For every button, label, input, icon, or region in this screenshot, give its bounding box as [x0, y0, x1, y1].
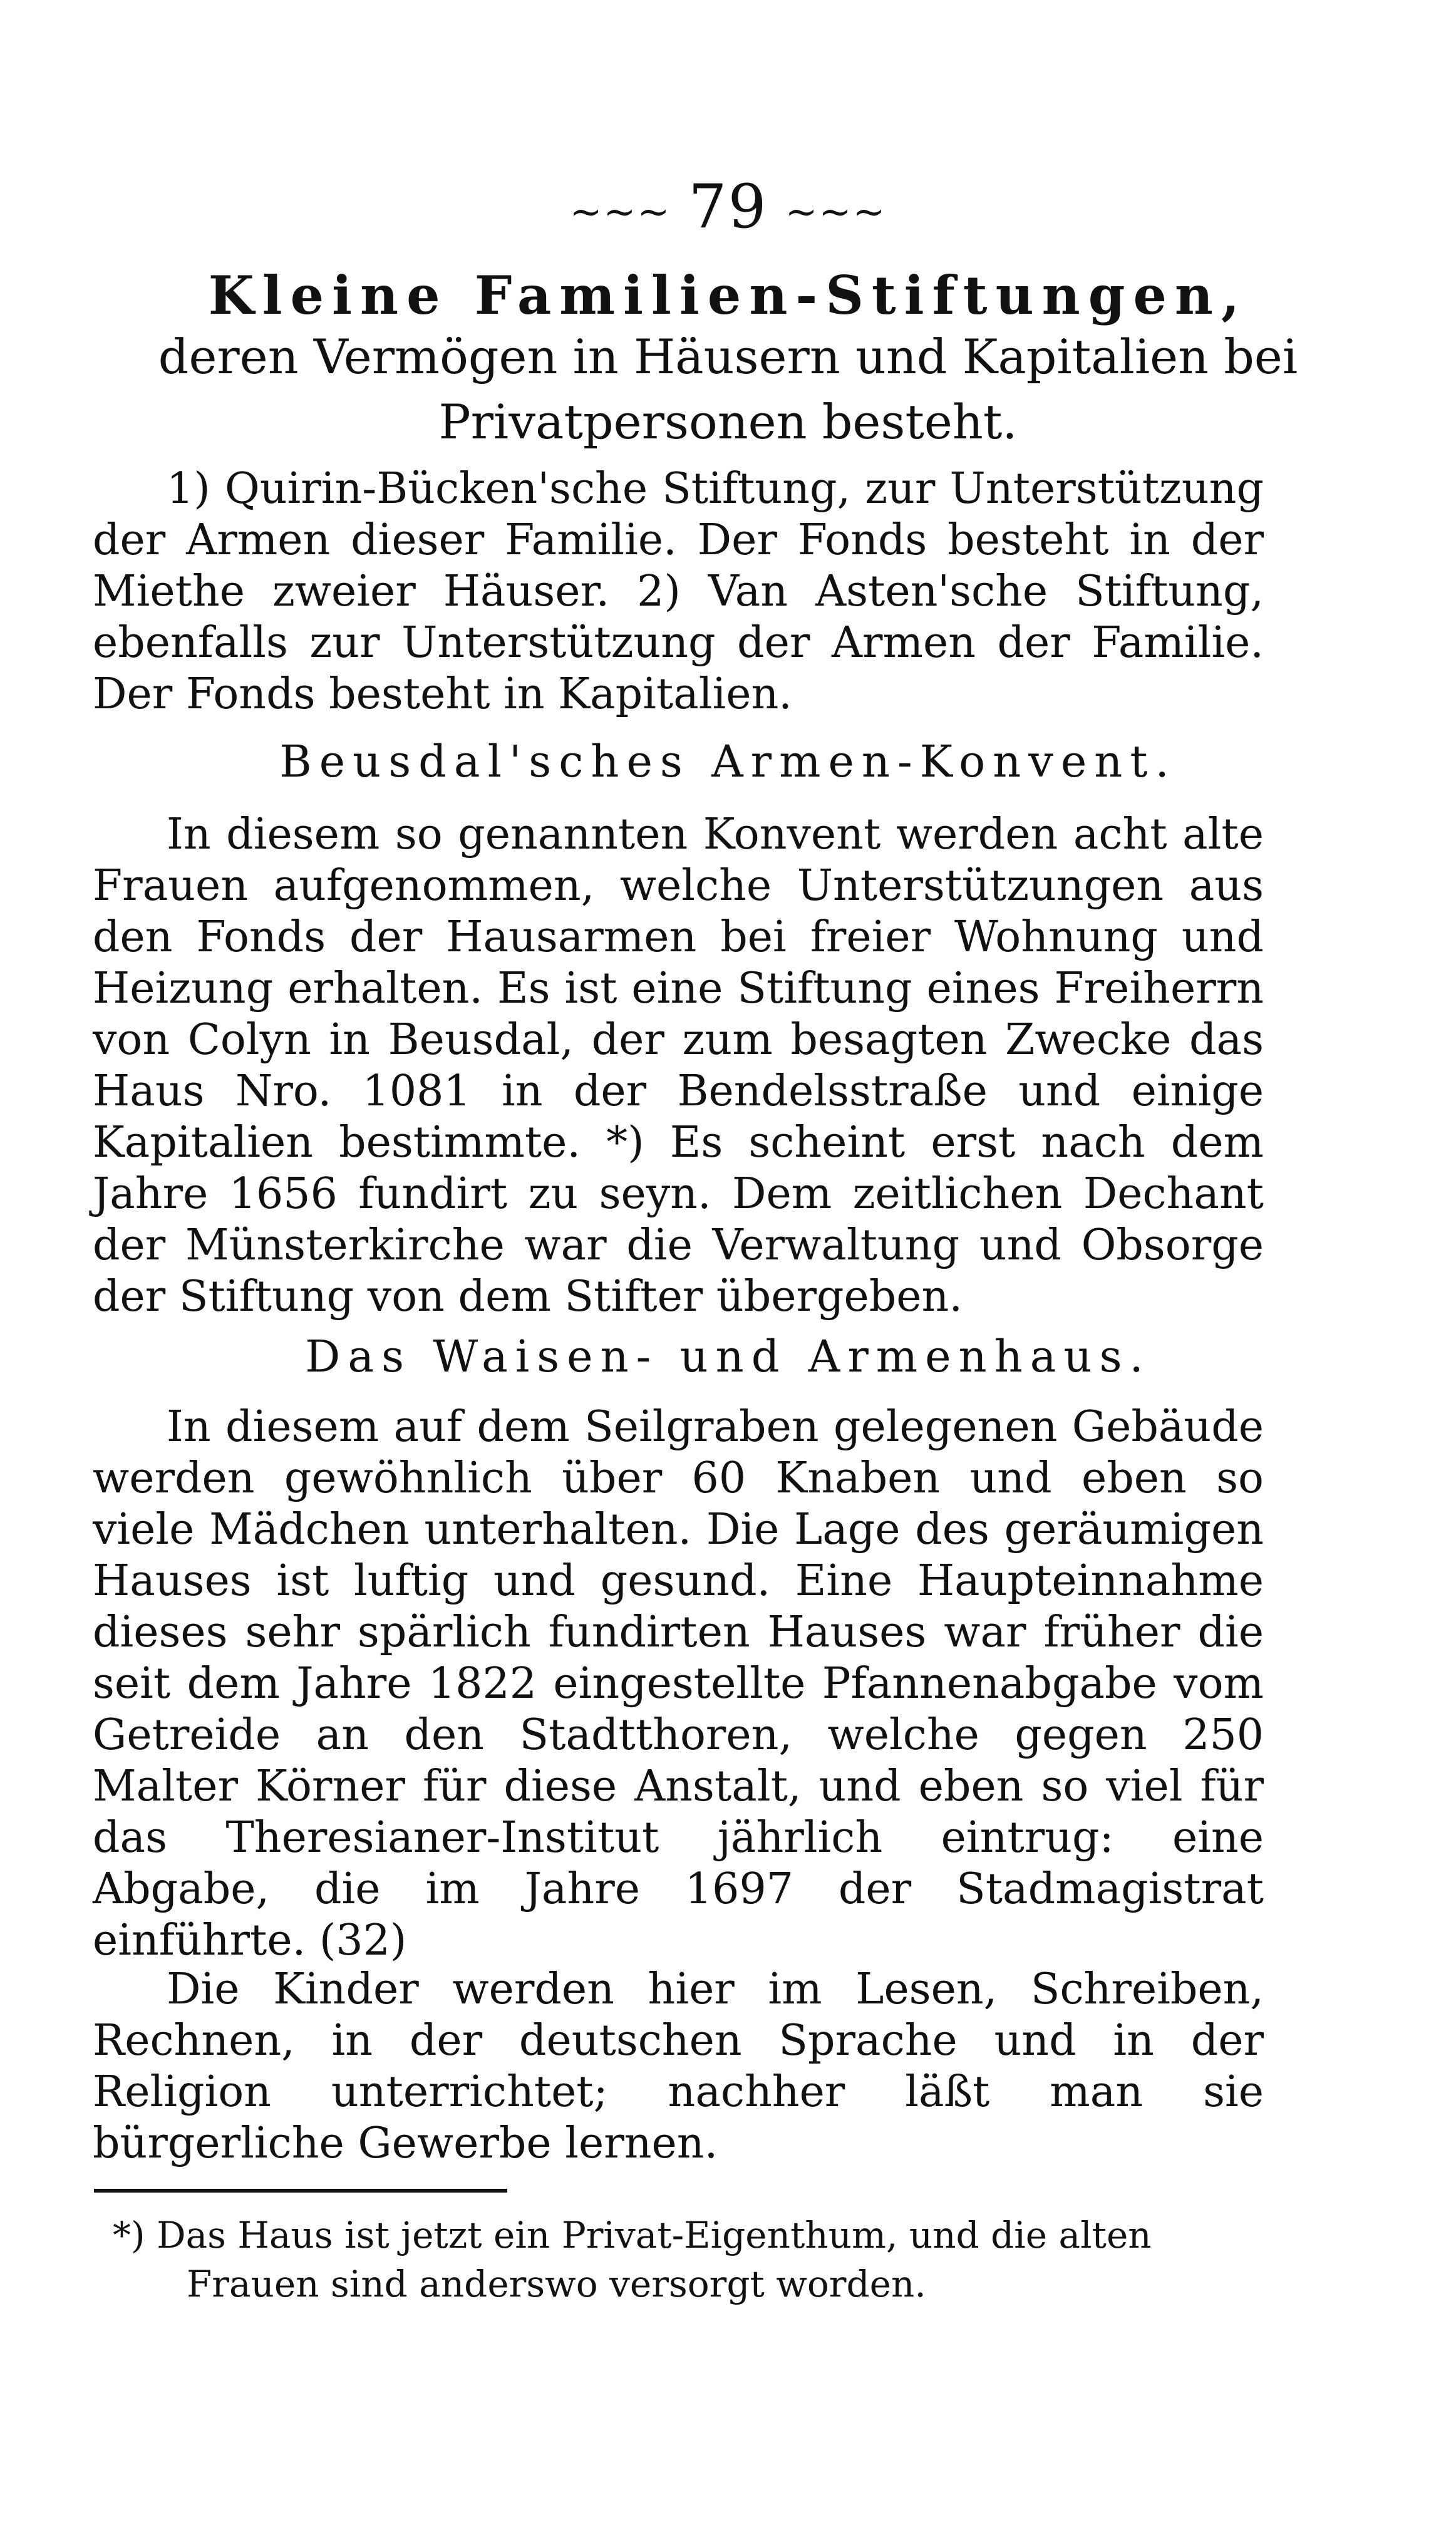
page-number-value: 79	[688, 172, 768, 242]
section-title-beusdal: Beusdal'sches Armen-Konvent.	[279, 736, 1177, 787]
footnote	[113, 2211, 1265, 2308]
section-title-waisenhaus: Das Waisen- und Armenhaus.	[305, 1331, 1151, 1382]
paragraph-kinder-unterricht: Die Kinder werden hier im Lesen, Schreiben, Rechnen, in der deutschen Sprache und in der Religion unterrichtet; nachher läßt man sie bürgerliche Gewerbe lernen.	[93, 1965, 1264, 2168]
main-title: Kleine Familien-Stiftungen,	[208, 264, 1248, 326]
paragraph-armen-konvent: In diesem so genannten Konvent werden acht alte Frauen aufgenommen, welche Unterstützungen aus den Fonds der Hausarmen bei freier Wohnung und Heizung erhalten. Es ist eine Stiftung eines Freiherrn von Colyn in Beusdal, der zum besagten Zwecke das Haus Nro. 1081 in der Bendelsstraße und einige Kapitalien bestimmte. *) Es scheint erst nach dem Jahre 1656 fundirt zu seyn. Dem zeitlichen Dechant der Münsterkirche war die Verwaltung und Obsorge der Stiftung von dem Stifter übergeben.	[93, 810, 1264, 1321]
subtitle	[88, 324, 1368, 455]
paragraph-waisenhaus: In diesem auf dem Seilgraben gelegenen Gebäude werden gewöhnlich über 60 Knaben und eben so viele Mädchen unterhalten. Die Lage des geräumigen Hauses ist luftig und gesund. Eine Haupteinnahme dieses sehr spärlich fundirten Hauses war früher die seit dem Jahre 1822 eingestellte Pfannenabgabe vom Getreide an den Stadtthoren, welche gegen 250 Malter Körner für diese Anstalt, und eben so viel für das Theresianer-Institut jährlich eintrug: eine Abgabe, die im Jahre 1697 der Stadmagistrat einführte. (32)	[93, 1402, 1264, 1965]
subtitle-line-2: Privatpersonen besteht.	[438, 394, 1018, 450]
footnote-line-2: Frauen sind anderswo versorgt worden.	[187, 2263, 926, 2305]
footnote-line-1: *) Das Haus ist jetzt ein Privat-Eigenthum, und die alten	[113, 2214, 1152, 2256]
page-number	[0, 169, 1456, 249]
paragraph-familien-stiftungen: 1) Quirin-Bücken'sche Stiftung, zur Unterstützung der Armen dieser Familie. Der Fonds besteht in der Miethe zweier Häuser. 2) Van Asten'sche Stiftung, ebenfalls zur Unterstützung der Armen der Familie. Der Fonds besteht in Kapitalien.	[93, 464, 1264, 719]
ornament-right: ~~~	[785, 189, 887, 234]
ornament-left: ~~~	[569, 189, 671, 234]
subtitle-line-1: deren Vermögen in Häusern und Kapitalien bei	[158, 329, 1298, 385]
footnote-divider	[94, 2189, 507, 2193]
